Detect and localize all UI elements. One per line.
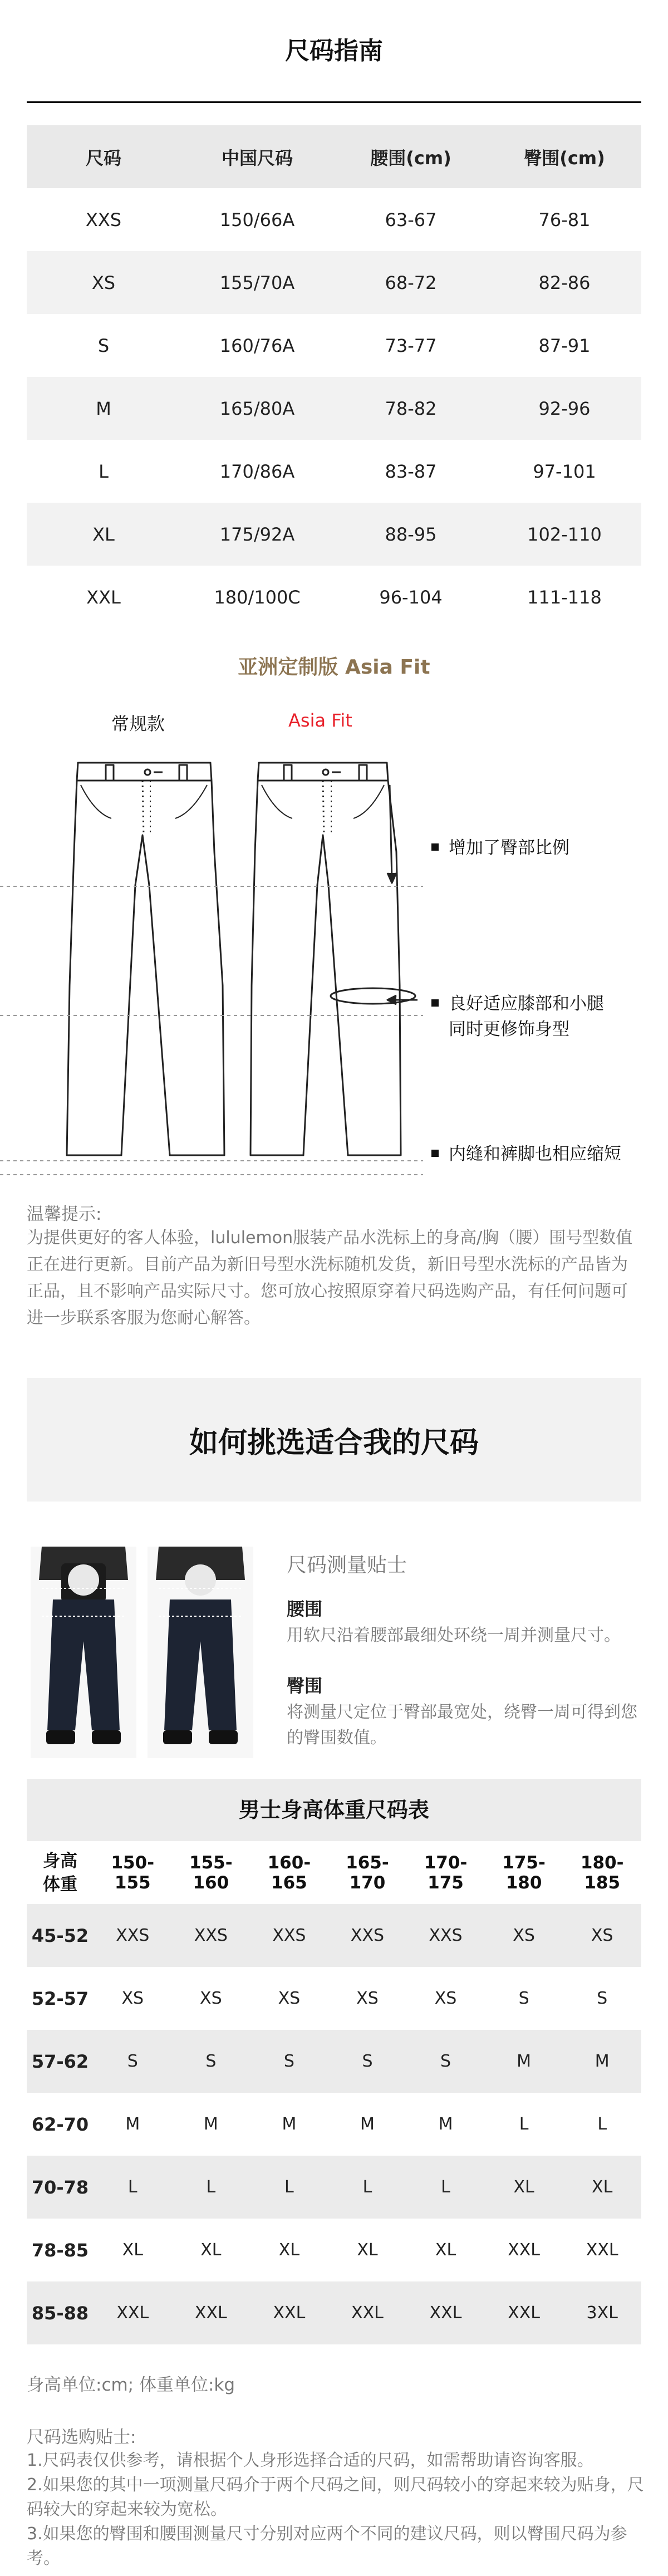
- size-table: [27, 125, 641, 629]
- table-cell: XXS: [94, 1904, 172, 1967]
- table-cell: XXL: [586, 2240, 618, 2260]
- table-cell: M: [27, 377, 180, 440]
- table-cell: L: [94, 2156, 172, 2219]
- table-cell: L: [328, 2156, 407, 2219]
- height-col-header: 165-170: [346, 1852, 389, 1893]
- table-cell: M: [125, 2114, 140, 2134]
- table-cell: XS: [356, 1989, 379, 2008]
- table-row: [27, 2219, 641, 2281]
- knee-note: 良好适应膝部和小腿 同时更修饰身型: [431, 991, 604, 1042]
- pants-comparison-illustration: [0, 740, 668, 1186]
- hip-heading: 臀围: [287, 1675, 323, 1696]
- table-cell: XL: [122, 2240, 143, 2260]
- table-row: [27, 2281, 641, 2344]
- weight-row-header: 62-70: [31, 2113, 89, 2135]
- height-col-header: 160-165: [267, 1852, 311, 1893]
- table-cell: XXL: [86, 586, 121, 608]
- tips-body: 为提供更好的客人体验，lululemon服装产品水洗标上的身高/胸（腰）围号型数值正在进行更新。目前产品为新旧号型水洗标随机发货，新旧号型水洗标的产品皆为正品，且不影响产品实际尺寸。您可放心按照原穿着尺码选购产品，有任何问题可进一步联系客服为您耐心解答。: [27, 1228, 633, 1328]
- table-cell: 165/80A: [180, 377, 334, 440]
- table-cell: XXL: [485, 2281, 563, 2344]
- table-cell: S: [250, 2030, 328, 2093]
- table-cell: XXL: [172, 2281, 250, 2344]
- header-cell: 腰围(cm): [334, 125, 488, 188]
- table-row: [27, 251, 641, 314]
- table-cell: L: [406, 2156, 485, 2219]
- table-cell: XS: [563, 1904, 641, 1967]
- waist-heading: 腰围: [287, 1598, 323, 1620]
- table-cell: 96-104: [379, 586, 443, 608]
- model-back-photo: [148, 1547, 253, 1758]
- table-cell: XXL: [94, 2281, 172, 2344]
- table-cell: 155/70A: [180, 251, 334, 314]
- table-cell: M: [203, 2114, 218, 2134]
- table-cell: XXS: [328, 1904, 407, 1967]
- table-row: [27, 188, 641, 251]
- table-row: [27, 2030, 641, 2093]
- table-cell: S: [97, 335, 110, 356]
- header-cell: 尺码: [27, 125, 180, 188]
- height-col-header: 155-160: [189, 1852, 233, 1893]
- asia-fit-label: Asia Fit: [288, 710, 352, 731]
- tips-heading: 温馨提示:: [27, 1204, 102, 1224]
- table-cell: L: [597, 2114, 607, 2134]
- table-cell: 3XL: [563, 2281, 641, 2344]
- table-cell: XL: [278, 2240, 300, 2260]
- table-row: [27, 377, 641, 440]
- table-cell: L: [519, 2114, 529, 2134]
- table-cell: XS: [278, 1989, 301, 2008]
- table-cell: 83-87: [385, 460, 437, 482]
- corner-cell: 身高 体重: [43, 1851, 77, 1895]
- table-cell: S: [406, 2030, 485, 2093]
- knee-arrow-icon: [387, 995, 418, 1004]
- table-cell: XS: [485, 1904, 563, 1967]
- table-cell: 63-67: [385, 209, 437, 230]
- bullet-icon: [431, 999, 439, 1007]
- page-title: 尺码指南: [285, 37, 383, 65]
- table-cell: XXL: [406, 2281, 485, 2344]
- table-cell: 78-82: [334, 377, 488, 440]
- table-row: [27, 566, 641, 629]
- height-col-header: 180-185: [580, 1852, 624, 1893]
- advice-list: [27, 2449, 645, 2571]
- table-cell: 73-77: [385, 335, 437, 356]
- bullet-icon: [431, 843, 439, 851]
- weight-row-header: 52-57: [31, 1988, 89, 2009]
- table-cell: 82-86: [488, 251, 641, 314]
- table-cell: 68-72: [334, 251, 488, 314]
- table-cell: XXS: [406, 1904, 485, 1967]
- table-cell: M: [485, 2030, 563, 2093]
- table-cell: S: [94, 2030, 172, 2093]
- table-cell: 111-118: [527, 586, 602, 608]
- waist-text: 用软尺沿着腰部最细处环绕一周并测量尺寸。: [287, 1626, 621, 1645]
- asia-fit-title: 亚洲定制版 Asia Fit: [238, 656, 430, 679]
- table-cell: M: [438, 2114, 453, 2134]
- table-cell: S: [518, 1989, 529, 2008]
- table-cell: XS: [27, 251, 180, 314]
- table-cell: S: [328, 2030, 407, 2093]
- table-cell: 88-95: [334, 503, 488, 566]
- guide-lines: [0, 886, 423, 1175]
- hip-text: 将测量尺定位于臀部最宽处，绕臀一周可得到您的臀围数值。: [287, 1702, 637, 1748]
- table-cell: L: [172, 2156, 250, 2219]
- table-row: [27, 314, 641, 377]
- regular-pants-drawing: [67, 763, 224, 1155]
- model-front-photo: [31, 1547, 136, 1758]
- table-row: [27, 503, 641, 566]
- title-divider: [27, 101, 641, 103]
- height-col-header: 170-175: [424, 1852, 468, 1893]
- table-cell: S: [597, 1989, 608, 2008]
- table-cell: XL: [27, 503, 180, 566]
- table-cell: XXS: [172, 1904, 250, 1967]
- weight-row-header: 45-52: [27, 1904, 94, 1967]
- header-cell: 臀围(cm): [488, 125, 641, 188]
- table-row: [27, 2093, 641, 2156]
- table-row: [27, 1967, 641, 2030]
- table-cell: XL: [357, 2240, 378, 2260]
- height-col-header: 150-155: [111, 1852, 155, 1893]
- table-cell: 102-110: [488, 503, 641, 566]
- advice-item: 2.如果您的其中一项测量尺码介于两个尺码之间，则尺码较小的穿起来较为贴身，尺码较大的穿起来较为宽松。: [27, 2475, 644, 2519]
- advice-heading: 尺码选购贴士:: [27, 2427, 136, 2447]
- table-cell: XXS: [85, 209, 122, 230]
- height-col-header: 175-180: [502, 1852, 546, 1893]
- table-cell: XXS: [250, 1904, 328, 1967]
- hip-note: 增加了臀部比例: [431, 835, 569, 861]
- table-cell: 87-91: [538, 335, 591, 356]
- table-cell: XL: [200, 2240, 222, 2260]
- table-cell: 160/76A: [219, 335, 295, 356]
- table-cell: M: [563, 2030, 641, 2093]
- how-to-choose-banner: 如何挑选适合我的尺码: [27, 1378, 641, 1502]
- advice-item: 3.如果您的臀围和腰围测量尺寸分别对应两个不同的建议尺码，则以臀围尺码为参考。: [27, 2524, 627, 2568]
- table-cell: XL: [435, 2240, 456, 2260]
- height-weight-table: [27, 1841, 641, 2344]
- table-cell: L: [250, 2156, 328, 2219]
- table-cell: XXL: [250, 2281, 328, 2344]
- table-cell: 175/92A: [180, 503, 334, 566]
- header-cell: 中国尺码: [180, 125, 334, 188]
- table-row: [27, 2156, 641, 2219]
- table-row: [27, 440, 641, 503]
- table-cell: L: [99, 460, 109, 482]
- table-cell: M: [282, 2114, 297, 2134]
- table-cell: XS: [200, 1989, 222, 2008]
- weight-row-header: 57-62: [27, 2030, 94, 2093]
- table-cell: 150/66A: [219, 209, 295, 230]
- weight-row-header: 85-88: [27, 2281, 94, 2344]
- size-table-header: [27, 125, 641, 188]
- advice-item: 1.尺码表仅供参考，请根据个人身形选择合适的尺码，如需帮助请咨询客服。: [27, 2451, 594, 2470]
- table-cell: XXL: [508, 2240, 540, 2260]
- units-note: 身高单位:cm; 体重单位:kg: [27, 2375, 235, 2395]
- table-cell: 97-101: [533, 460, 596, 482]
- table-cell: 76-81: [538, 209, 591, 230]
- height-header-row: [27, 1841, 641, 1904]
- table-cell: S: [172, 2030, 250, 2093]
- table-cell: 180/100C: [214, 586, 301, 608]
- table-cell: XL: [485, 2156, 563, 2219]
- table-cell: 170/86A: [219, 460, 295, 482]
- inseam-note: 内缝和裤脚也相应缩短: [431, 1141, 621, 1167]
- table-cell: XS: [121, 1989, 144, 2008]
- height-weight-table-title: 男士身高体重尺码表: [27, 1779, 641, 1841]
- measure-tips-title: 尺码测量贴士: [287, 1554, 407, 1577]
- weight-row-header: 78-85: [31, 2239, 89, 2261]
- table-cell: XXL: [328, 2281, 407, 2344]
- table-cell: 92-96: [488, 377, 641, 440]
- regular-fit-label: 常规款: [111, 713, 165, 734]
- table-cell: XS: [434, 1989, 457, 2008]
- bullet-icon: [431, 1150, 439, 1157]
- weight-row-header: 70-78: [27, 2156, 94, 2219]
- table-cell: XL: [563, 2156, 641, 2219]
- table-row: [27, 1904, 641, 1967]
- table-cell: M: [360, 2114, 375, 2134]
